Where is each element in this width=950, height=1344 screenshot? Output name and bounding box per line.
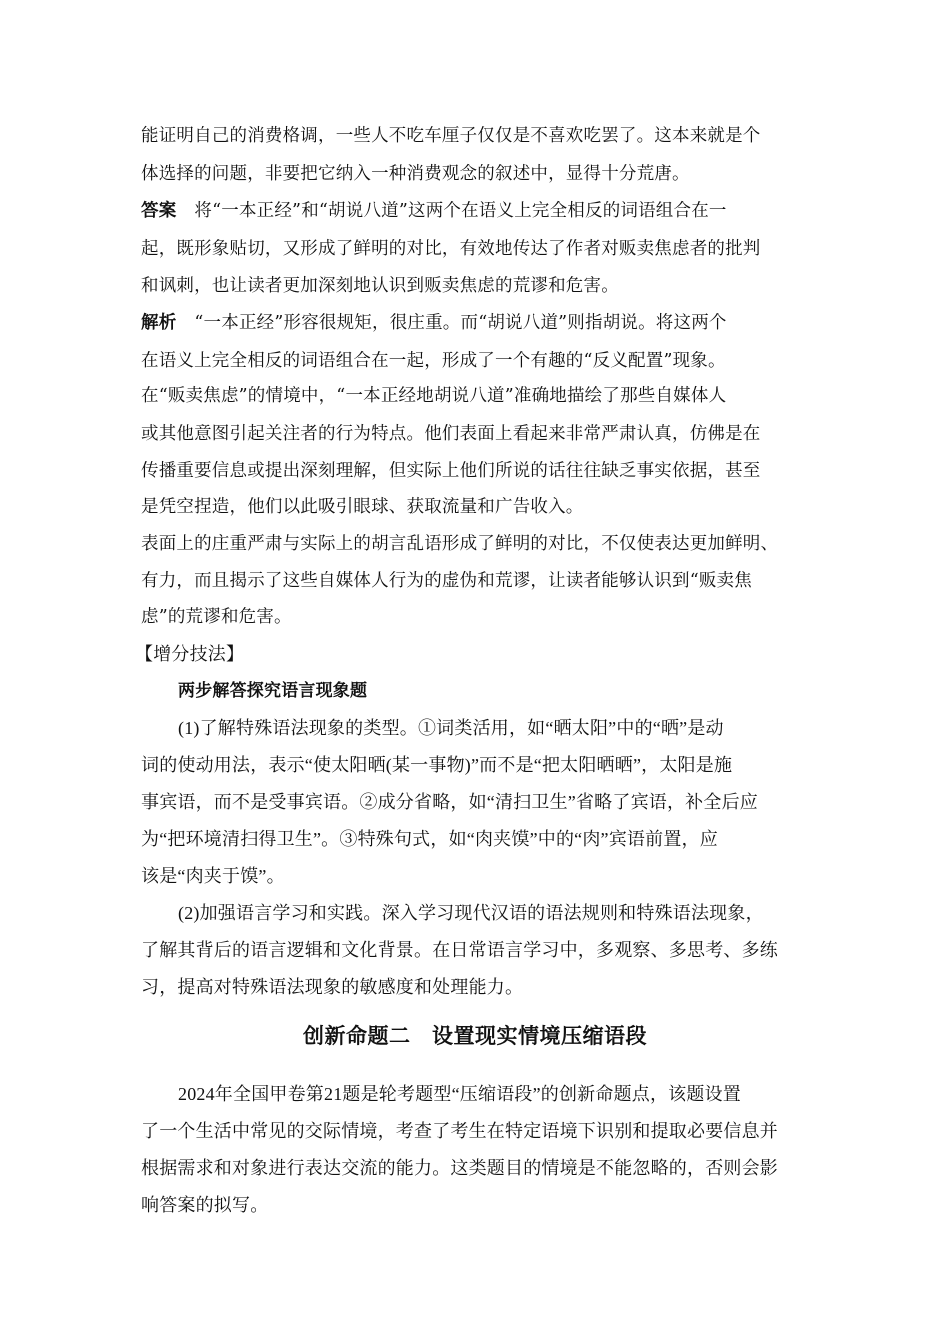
answer-line: 起，既形象贴切，又形成了鲜明的对比，有效地传达了作者对贩卖焦虑者的批判 [141,239,761,259]
intro-line: 体选择的问题，非要把它纳入一种消费观念的叙述中，显得十分荒唐。 [141,164,690,184]
analysis-line: 有力，而且揭示了这些自媒体人行为的虚伪和荒谬，让读者能够认识到“贩卖焦 [141,571,752,591]
analysis-line: 在语义上完全相反的词语组合在一起，形成了一个有趣的“反义配置”现象。 [141,351,726,371]
tips-line: (1)了解特殊语法现象的类型。①词类活用，如“晒太阳”中的“晒”是动 [178,718,724,738]
answer-text: 将“一本正经”和“胡说八道”这两个在语义上完全相反的词语组合在一 [194,201,727,221]
section-heading: 创新命题二 设置现实情境压缩语段 [303,1024,647,1048]
tips-bracket-title: 【增分技法】 [135,644,245,664]
section-line: 2024年全国甲卷第21题是轮考题型“压缩语段”的创新命题点，该题设置 [178,1084,741,1104]
analysis-line: 在“贩卖焦虑”的情境中，“一本正经地胡说八道”准确地描绘了那些自媒体人 [141,386,727,406]
tips-line: 该是“肉夹于馍”。 [141,866,285,886]
analysis-line: 是凭空捏造，他们以此吸引眼球、获取流量和广告收入。 [141,497,584,517]
analysis-line: 表面上的庄重严肃与实际上的胡言乱语形成了鲜明的对比，不仅使表达更加鲜明、 [141,534,779,554]
analysis-line: 传播重要信息或提出深刻理解，但实际上他们所说的话往往缺乏事实依据，甚至 [141,461,761,481]
answer-label: 答案 [141,201,177,221]
answer-line: 和讽刺，也让读者更加深刻地认识到贩卖焦虑的荒谬和危害。 [141,276,619,296]
tips-line: 习，提高对特殊语法现象的敏感度和处理能力。 [141,977,524,997]
section-line: 了一个生活中常见的交际情境，考查了考生在特定语境下识别和提取必要信息并 [141,1121,778,1141]
analysis-label: 解析 [141,313,177,333]
analysis-line: 或其他意图引起关注者的行为特点。他们表面上看起来非常严肃认真，仿佛是在 [141,424,761,444]
analysis-line: 虑”的荒谬和危害。 [141,607,292,627]
section-line: 响答案的拟写。 [141,1195,269,1215]
tips-subtitle: 两步解答探究语言现象题 [178,681,368,701]
intro-line: 能证明自己的消费格调，一些人不吃车厘子仅仅是不喜欢吃罢了。这本来就是个 [141,126,761,146]
tips-line: 词的使动用法，表示“使太阳晒(某一事物)”而不是“把太阳晒晒”，太阳是施 [141,755,733,775]
answer-line [141,199,727,223]
tips-line: 为“把环境清扫得卫生”。③特殊句式，如“肉夹馍”中的“肉”宾语前置，应 [141,829,718,849]
analysis-line [141,311,727,335]
tips-line: 了解其背后的语言逻辑和文化背景。在日常语言学习中，多观察、多思考、多练 [141,940,778,960]
analysis-text: “一本正经”形容很规矩，很庄重。而“胡说八道”则指胡说。将这两个 [194,313,727,333]
tips-line: 事宾语，而不是受事宾语。②成分省略，如“清扫卫生”省略了宾语，补全后应 [141,792,758,812]
section-line: 根据需求和对象进行表达交流的能力。这类题目的情境是不能忽略的，否则会影 [141,1158,778,1178]
tips-line: (2)加强语言学习和实践。深入学习现代汉语的语法规则和特殊语法现象， [178,903,764,923]
